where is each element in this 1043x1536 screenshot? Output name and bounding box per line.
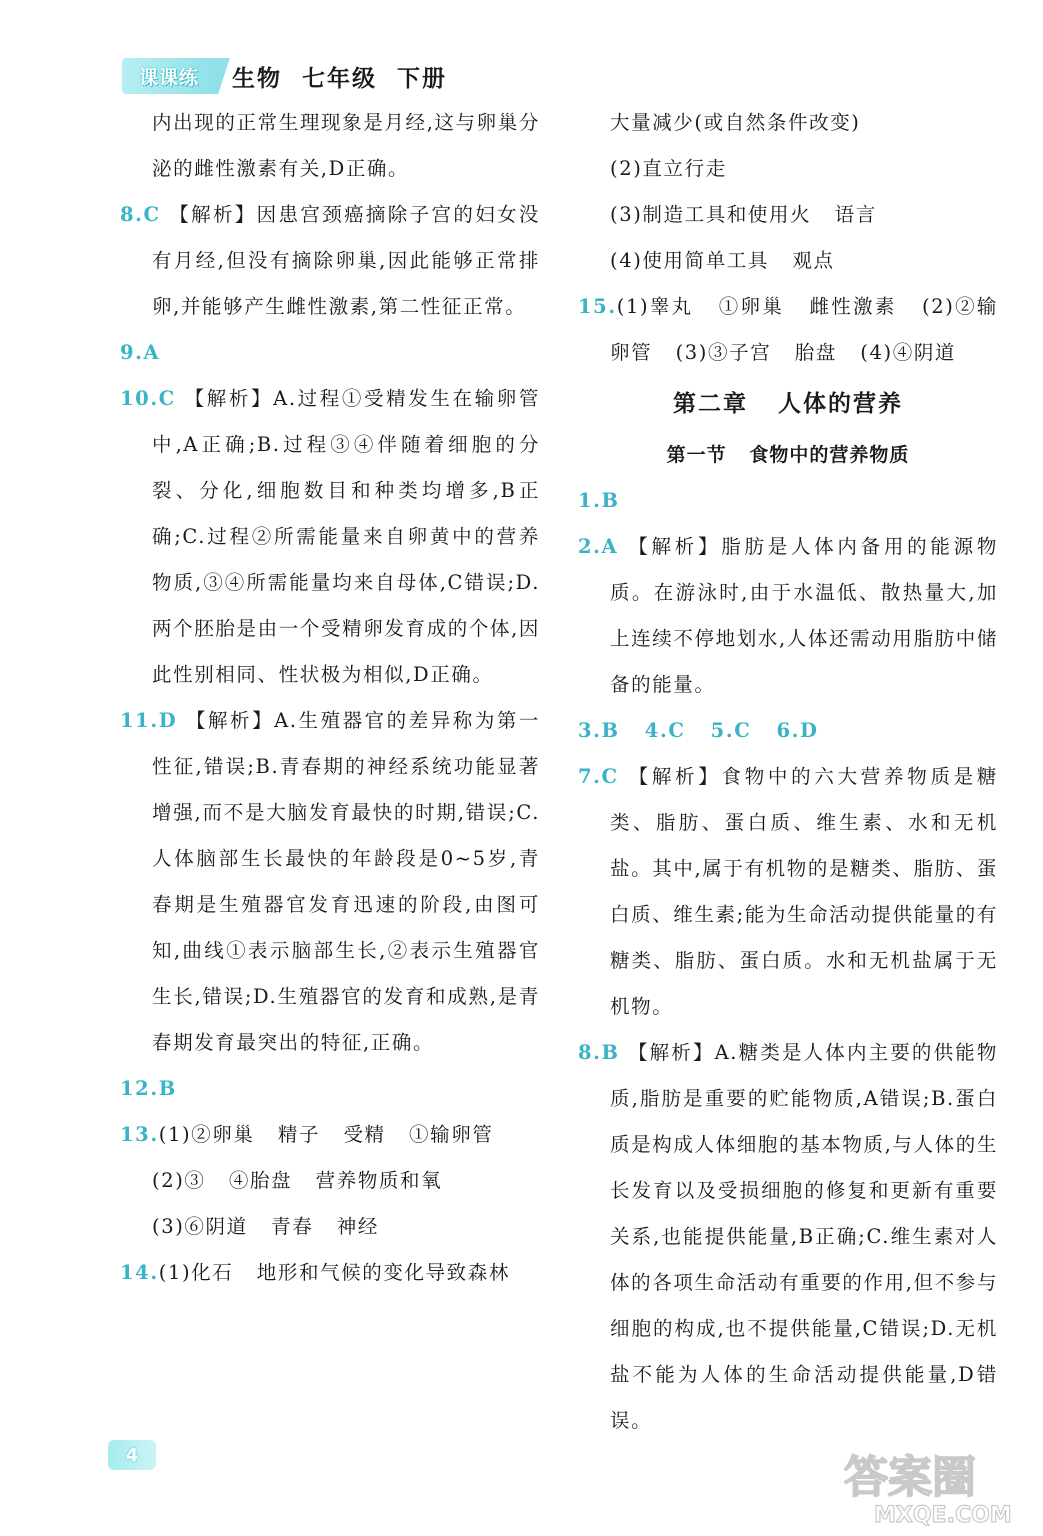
answer-item [120, 698, 540, 1066]
answer-item [578, 708, 998, 754]
answer-item [120, 1250, 540, 1296]
right-column [578, 100, 998, 1444]
answer-text: 【解析】食物中的六大营养物质是糖类、脂肪、蛋白质、维生素、水和无机盐。其中,属于有机物的是糖类、脂肪、蛋白质、维生素;能为生命活动提供能量的有糖类、脂肪、蛋白质。水和无机盐属于无机物。 [610, 765, 998, 1018]
answer-text: 【解析】A.糖类是人体内主要的供能物质,脂肪是重要的贮能物质,A错误;B.蛋白质是构成人体细胞的基本物质,与人体的生长发育以及受损细胞的修复和更新有重要关系,也能提供能量,B正确;C.维生素对人体的各项生命活动有重要的作用,但不参与细胞的构成,也不提供能量,C错误;D.无机盐不能为人体的生命活动提供能量,D错误。 [610, 1041, 998, 1432]
chapter-heading: 第二章 人体的营养 [672, 391, 904, 417]
answer-text: (1)②卵巢 精子 受精 ①输卵管 [158, 1123, 494, 1146]
answer-text: 【解析】A.过程①受精发生在输卵管中,A正确;B.过程③④伴随着细胞的分裂、分化,细胞数目和种类均增多,B正确;C.过程②所需能量来自卵黄中的营养物质,③④所需能量均来自母体,C错误;D.两个胚胎是由一个受精卵发育成的个体,因此性别相同、性状极为相似,D正确。 [152, 387, 540, 686]
page-header [122, 56, 447, 96]
answer-item [578, 1030, 998, 1444]
answer-item [120, 1066, 540, 1112]
answer-text: 【解析】A.生殖器官的差异称为第一性征,错误;B.青春期的神经系统功能显著增强,而不是大脑发育最快的时期,错误;C.人体脑部生长最快的年龄段是0~5岁,青春期是生殖器官发育迅速的阶段,由图可知,曲线①表示脑部生长,②表示生殖器官生长,错误;D.生殖器官的发育和成熟,是青春期发育最突出的特征,正确。 [152, 709, 540, 1054]
continuation-text: (2)直立行走 [610, 157, 727, 180]
continuation-text: (2)③ ④胎盘 营养物质和氧 [152, 1169, 443, 1192]
answer-number: 3.B 4.C 5.C 6.D [578, 719, 819, 742]
answer-number: 12.B [120, 1077, 177, 1100]
answer-number: 1.B [578, 489, 620, 512]
answer-item [578, 284, 998, 376]
svg-text:答案圈: 答案圈 [844, 1452, 976, 1503]
answer-text: (1)化石 地形和气候的变化导致森林 [158, 1261, 510, 1284]
continuation-text: (3)⑥阴道 青春 神经 [152, 1215, 379, 1238]
answer-item [120, 1112, 540, 1158]
answer-text: 【解析】因患宫颈癌摘除子宫的妇女没有月经,但没有摘除卵巢,因此能够正常排卵,并能够产生雌性激素,第二性征正常。 [152, 203, 540, 318]
section-heading: 第一节 食物中的营养物质 [666, 444, 910, 466]
answer-number: 9.A [120, 341, 161, 364]
answer-number: 2.A [578, 535, 619, 558]
answer-number: 10.C [120, 387, 176, 410]
answer-number: 8.C [120, 203, 161, 226]
answer-number: 8.B [578, 1041, 620, 1064]
watermark-logo [838, 1440, 1018, 1530]
answer-item [120, 192, 540, 330]
left-column [120, 100, 540, 1296]
answer-number: 15. [578, 295, 617, 318]
continuation-text: 内出现的正常生理现象是月经,这与卵巢分泌的雌性激素有关,D正确。 [152, 111, 540, 180]
continuation-text: (4)使用简单工具 观点 [610, 249, 835, 272]
answer-item [578, 524, 998, 708]
answer-text: (1)睾丸 ①卵巢 雌性激素 (2)②输卵管 (3)③子宫 胎盘 (4)④阴道 [610, 295, 998, 364]
answer-item [120, 330, 540, 376]
answer-number: 14. [120, 1261, 159, 1284]
continuation-text: (3)制造工具和使用火 语言 [610, 203, 877, 226]
answer-number: 11.D [120, 709, 178, 732]
continuation-text: 大量减少(或自然条件改变) [610, 111, 861, 134]
svg-text:MXQE.COM: MXQE.COM [874, 1503, 1012, 1528]
book-title: 生物 七年级 下册 [232, 64, 448, 92]
answer-item [578, 754, 998, 1030]
book-logo: 课课练 [122, 58, 216, 94]
answer-number: 13. [120, 1123, 159, 1146]
answer-item [578, 478, 998, 524]
answer-item [120, 376, 540, 698]
page-number: 4 [108, 1440, 156, 1470]
answer-text: 【解析】脂肪是人体内备用的能源物质。在游泳时,由于水温低、散热量大,加上连续不停地划水,人体还需动用脂肪中储备的能量。 [610, 535, 998, 696]
answer-number: 7.C [578, 765, 619, 788]
